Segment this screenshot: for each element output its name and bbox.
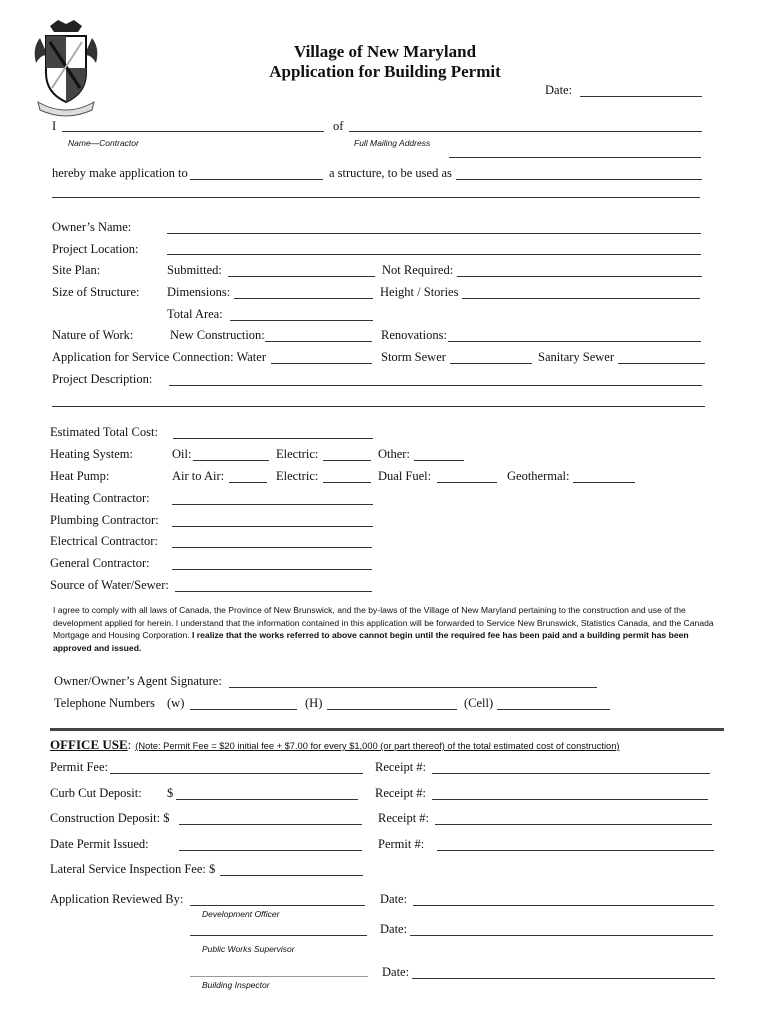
estimated-cost-field[interactable] (173, 438, 373, 439)
mailing-address-caption: Full Mailing Address (354, 138, 431, 148)
building-inspector-caption: Building Inspector (202, 980, 270, 990)
other-heating-field[interactable] (414, 460, 464, 461)
project-location-label: Project Location: (52, 242, 139, 256)
curb-cut-field[interactable] (176, 799, 358, 800)
receipt-2-field[interactable] (432, 799, 708, 800)
structure-use-field[interactable] (456, 179, 702, 180)
project-description-label: Project Description: (52, 372, 153, 386)
renovations-label: Renovations: (381, 328, 447, 342)
receipt-1-field[interactable] (432, 773, 710, 774)
electrical-contractor-label: Electrical Contractor: (50, 534, 158, 548)
not-required-label: Not Required: (382, 263, 454, 277)
phone-cell-label: (Cell) (464, 696, 494, 710)
date-3-label: Date: (382, 965, 410, 979)
receipt-3-label: Receipt #: (378, 811, 430, 825)
electric-heat-pump-field[interactable] (323, 482, 371, 483)
agreement-paragraph (53, 604, 723, 654)
form-title: Village of New Maryland (293, 42, 477, 61)
date-2-label: Date: (380, 922, 408, 936)
development-officer-caption: Development Officer (202, 909, 280, 919)
agreement-bold-text: I realize that the works referred to above cannot begin until the required fee has been paid and a building permit has been approved and issued. (53, 630, 689, 653)
structure-use-field-2[interactable] (52, 197, 700, 198)
estimated-cost-label: Estimated Total Cost: (50, 425, 158, 439)
phone-home-field[interactable] (327, 709, 457, 710)
dual-fuel-label: Dual Fuel: (378, 469, 432, 483)
permit-number-field[interactable] (437, 850, 714, 851)
total-area-field[interactable] (230, 320, 373, 321)
sanitary-sewer-field[interactable] (618, 363, 705, 364)
dual-fuel-field[interactable] (437, 482, 497, 483)
water-connection-field[interactable] (271, 363, 372, 364)
receipt-3-field[interactable] (435, 824, 712, 825)
construction-deposit-label: Construction Deposit: $ (50, 811, 170, 825)
date-label: Date: (545, 83, 573, 97)
height-stories-field[interactable] (462, 298, 700, 299)
date-field[interactable] (580, 96, 702, 97)
date-2-field[interactable] (410, 935, 713, 936)
owners-name-label: Owner’s Name: (52, 220, 132, 234)
height-stories-label: Height / Stories (380, 285, 459, 299)
of-label: of (333, 119, 344, 133)
source-water-sewer-field[interactable] (175, 591, 372, 592)
date-issued-label: Date Permit Issued: (50, 837, 149, 851)
plumbing-contractor-label: Plumbing Contractor: (50, 513, 159, 527)
heating-contractor-field[interactable] (172, 504, 373, 505)
phone-work-field[interactable] (190, 709, 297, 710)
electrical-contractor-field[interactable] (172, 547, 372, 548)
permit-fee-note: (Note: Permit Fee = $20 initial fee + $7.00 for every $1,000 (or part thereof) of the total estimated cost of construction) (135, 741, 620, 751)
i-label: I (52, 119, 57, 133)
total-area-label: Total Area: (167, 307, 223, 321)
heating-contractor-label: Heating Contractor: (50, 491, 150, 505)
curb-cut-label: Curb Cut Deposit: (50, 786, 142, 800)
electric-label-2: Electric: (276, 469, 319, 483)
office-use-heading: OFFICE USE (50, 737, 128, 752)
sanitary-sewer-label: Sanitary Sewer (538, 350, 615, 364)
office-use-heading-row (50, 736, 620, 754)
general-contractor-field[interactable] (172, 569, 372, 570)
date-issued-field[interactable] (179, 850, 362, 851)
oil-field[interactable] (193, 460, 269, 461)
phone-cell-field[interactable] (497, 709, 610, 710)
renovations-field[interactable] (448, 341, 701, 342)
project-description-field-2[interactable] (52, 406, 705, 407)
date-1-label: Date: (380, 892, 408, 906)
nature-of-work-label: Nature of Work: (52, 328, 134, 342)
contractor-name-field[interactable] (62, 131, 324, 132)
general-contractor-label: General Contractor: (50, 556, 150, 570)
office-use-colon: : (127, 737, 132, 752)
building-inspector-signature-field[interactable] (190, 976, 368, 977)
mailing-address-field[interactable] (349, 131, 702, 132)
phone-h-label: (H) (305, 696, 323, 710)
new-construction-label: New Construction: (170, 328, 265, 342)
public-works-caption: Public Works Supervisor (202, 944, 295, 954)
development-officer-signature-field[interactable] (190, 905, 365, 906)
oil-label: Oil: (172, 447, 192, 461)
submitted-field[interactable] (228, 276, 375, 277)
curb-cut-dollar: $ (167, 786, 174, 800)
name-contractor-caption: Name—Contractor (68, 138, 139, 148)
storm-sewer-label: Storm Sewer (381, 350, 446, 364)
submitted-label: Submitted: (167, 263, 222, 277)
date-3-field[interactable] (412, 978, 715, 979)
air-to-air-field[interactable] (229, 482, 267, 483)
air-to-air-label: Air to Air: (172, 469, 225, 483)
mailing-address-field-2[interactable] (449, 157, 701, 158)
heating-system-label: Heating System: (50, 447, 133, 461)
agent-signature-field[interactable] (229, 687, 597, 688)
telephone-label: Telephone Numbers (54, 696, 155, 710)
new-construction-field[interactable] (265, 341, 372, 342)
electric-label: Electric: (276, 447, 319, 461)
heat-pump-label: Heat Pump: (50, 469, 110, 483)
other-label: Other: (378, 447, 410, 461)
geothermal-label: Geothermal: (507, 469, 570, 483)
permit-number-label: Permit #: (378, 837, 425, 851)
geothermal-field[interactable] (573, 482, 635, 483)
owners-name-field[interactable] (167, 233, 701, 234)
permit-fee-field[interactable] (110, 773, 363, 774)
agreement-text: I agree to comply with all laws of Canada, the Province of New Brunswick, and the by-laws of the Village of New Maryland pertaining to the construction and use of the development applied for herein. I understand that the information contained in this application will be forwarded to Service New Brunswick, Statistics Canada, and the Canada Mortgage and Housing Corporation. (53, 605, 714, 641)
lateral-fee-label: Lateral Service Inspection Fee: $ (50, 862, 216, 876)
date-1-field[interactable] (413, 905, 714, 906)
project-description-field[interactable] (169, 385, 702, 386)
application-type-field[interactable] (190, 179, 323, 180)
source-water-sewer-label: Source of Water/Sewer: (50, 578, 169, 592)
dimensions-field[interactable] (234, 298, 373, 299)
not-required-field[interactable] (457, 276, 702, 277)
phone-w-label: (w) (167, 696, 185, 710)
electric-heating-field[interactable] (323, 460, 371, 461)
lateral-fee-field[interactable] (220, 875, 363, 876)
public-works-signature-field[interactable] (190, 935, 367, 936)
plumbing-contractor-field[interactable] (172, 526, 373, 527)
size-of-structure-label: Size of Structure: (52, 285, 140, 299)
hereby-label: hereby make application to (52, 166, 188, 180)
agent-signature-label: Owner/Owner’s Agent Signature: (54, 674, 222, 688)
form-subtitle: Application for Building Permit (269, 62, 501, 81)
reviewed-by-label: Application Reviewed By: (50, 892, 184, 906)
storm-sewer-field[interactable] (450, 363, 532, 364)
site-plan-label: Site Plan: (52, 263, 101, 277)
service-connection-label: Application for Service Connection: Water (52, 350, 266, 364)
project-location-field[interactable] (167, 254, 701, 255)
receipt-1-label: Receipt #: (375, 760, 427, 774)
receipt-2-label: Receipt #: (375, 786, 427, 800)
office-use-divider (50, 728, 724, 731)
permit-fee-label: Permit Fee: (50, 760, 108, 774)
dimensions-label: Dimensions: (167, 285, 231, 299)
construction-deposit-field[interactable] (179, 824, 362, 825)
structure-label: a structure, to be used as (329, 166, 452, 180)
